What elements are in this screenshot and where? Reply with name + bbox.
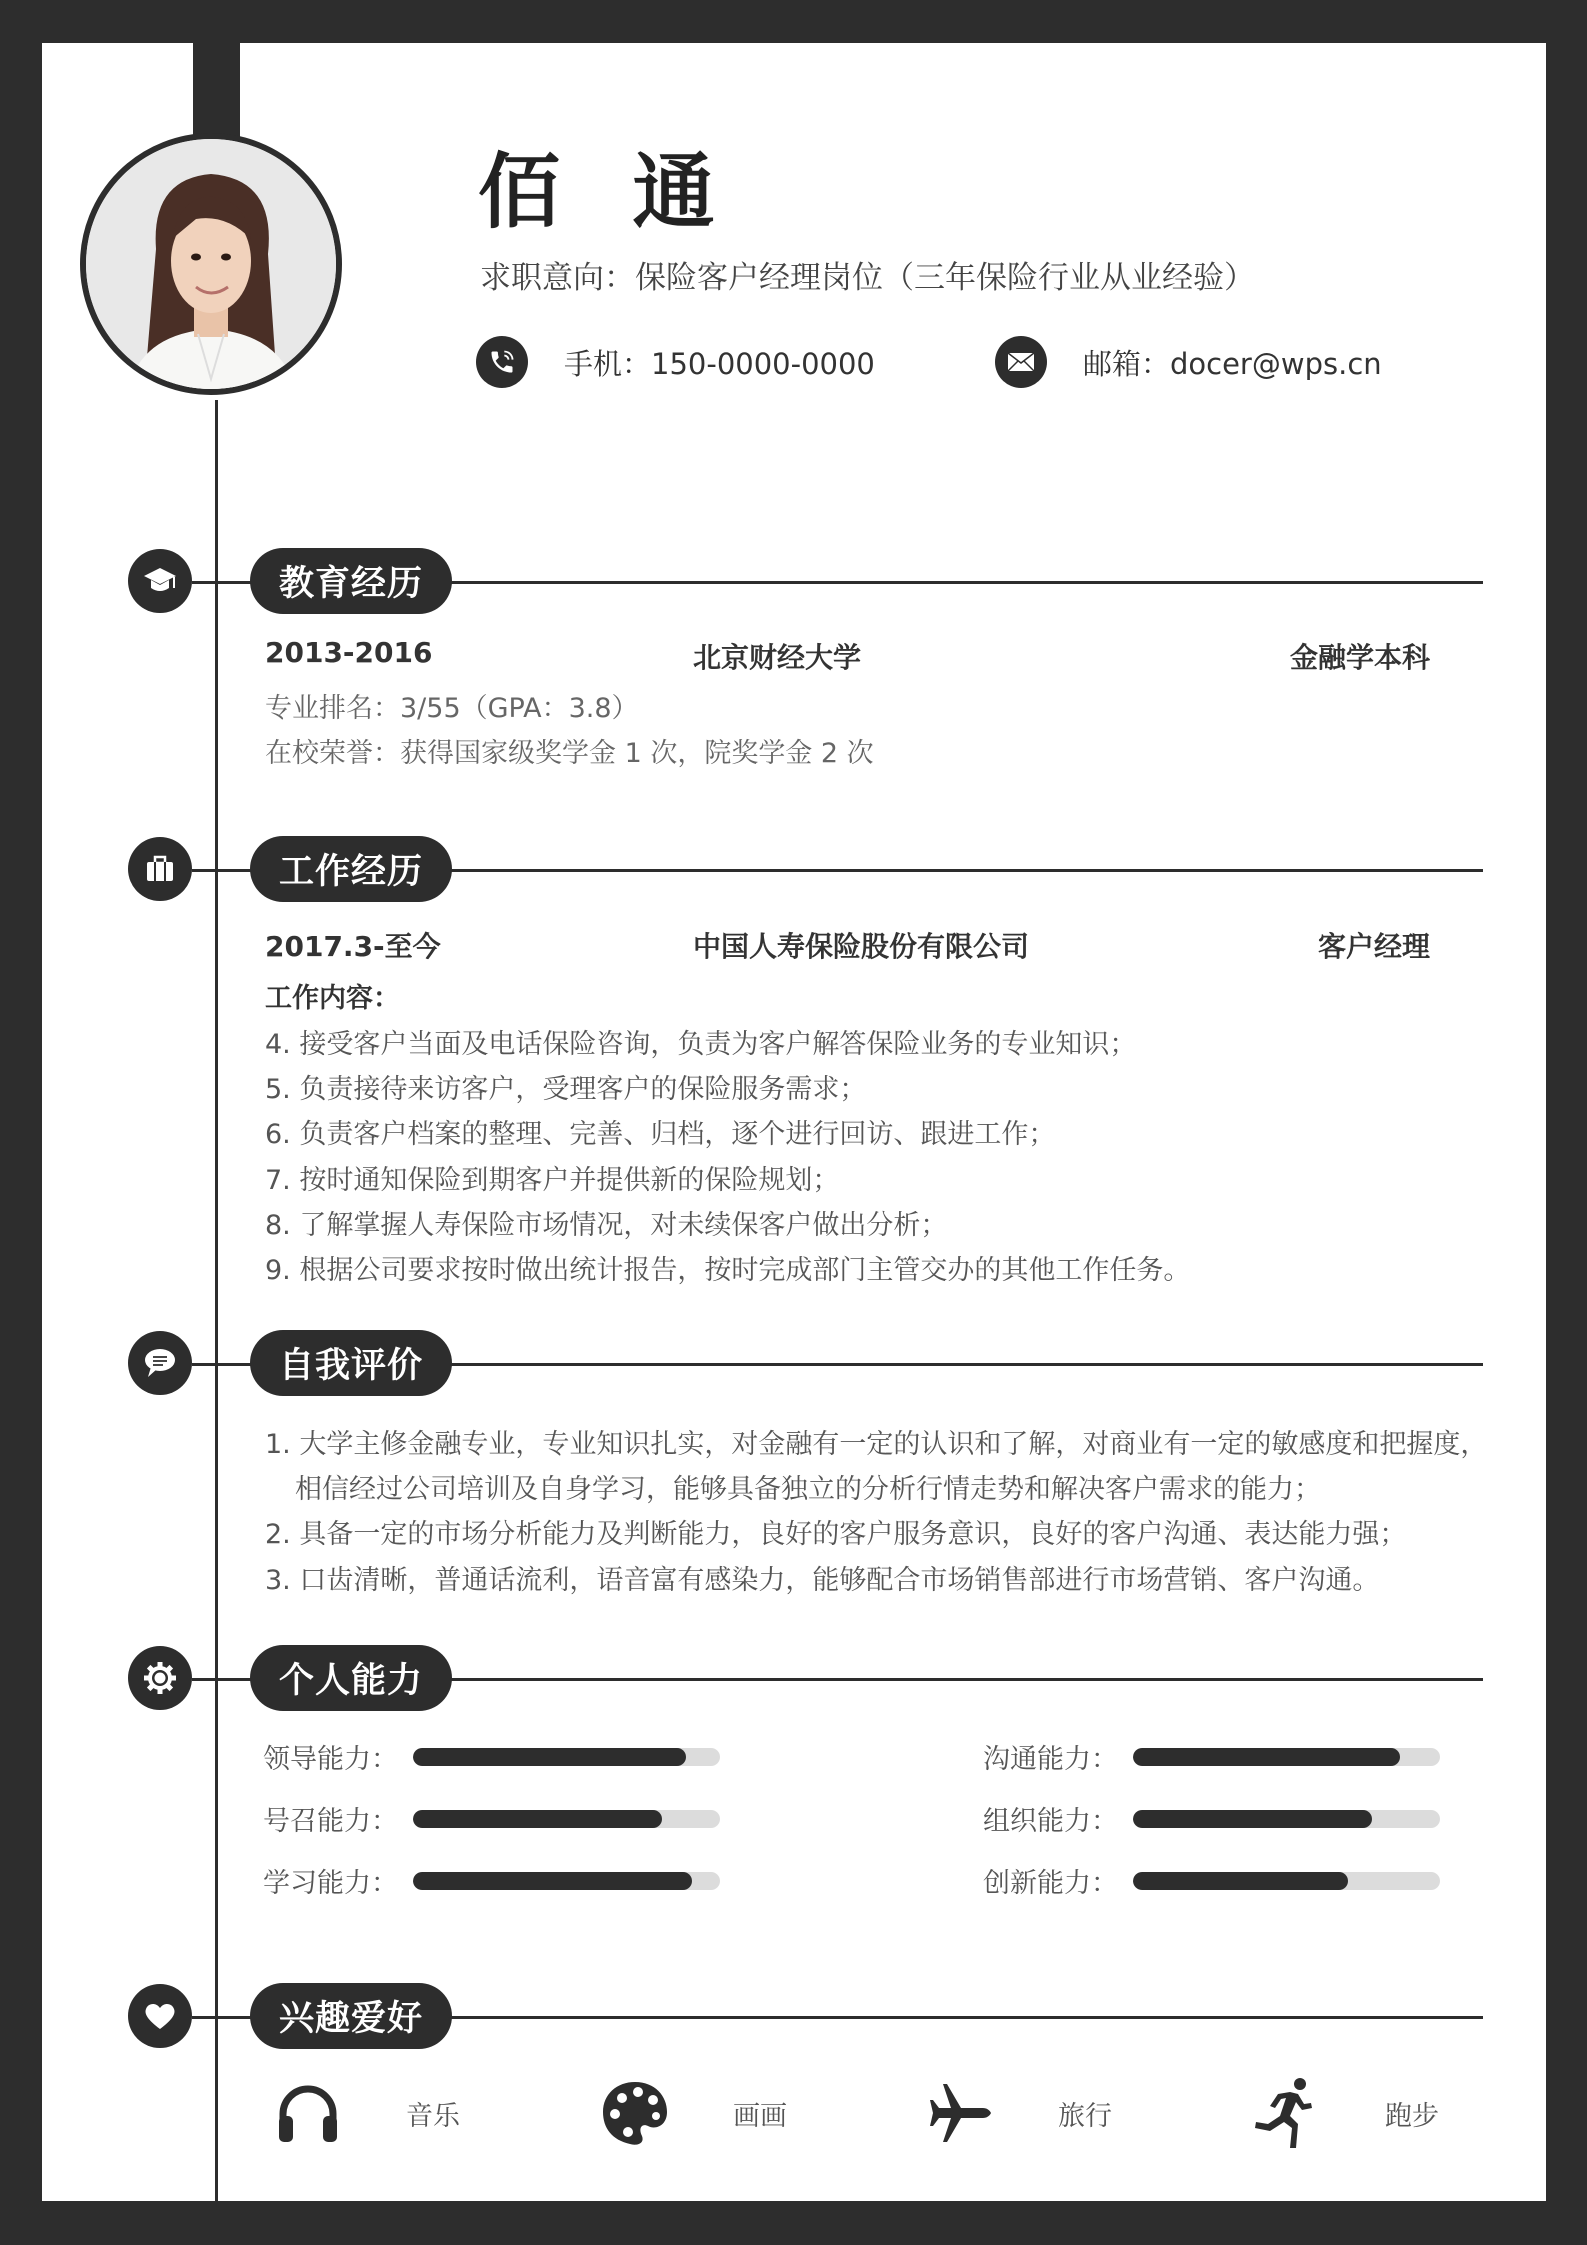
work-item: 8. 了解掌握人寿保险市场情况，对未续保客户做出分析；: [265, 1210, 948, 1241]
contact-email: [995, 336, 1382, 388]
contact-phone: [476, 336, 875, 388]
section-connector: [192, 1678, 252, 1681]
airplane-icon: [920, 2073, 1000, 2153]
skill-communication: [983, 1737, 1440, 1776]
skill-label: 组织能力：: [983, 1806, 1118, 1837]
education-school: 北京财经大学: [693, 641, 862, 674]
hobby-label: 画画: [733, 2100, 787, 2132]
skill-leadership: [263, 1737, 720, 1776]
hobby-travel: [920, 2073, 1112, 2153]
phone-icon: [476, 336, 528, 388]
skill-bar-fill: [413, 1872, 692, 1890]
speech-bubble-icon: [128, 1331, 192, 1395]
briefcase-icon: [128, 837, 192, 901]
skill-label: 领导能力：: [263, 1744, 398, 1775]
skill-bar: [1133, 1748, 1440, 1766]
work-item: 6. 负责客户档案的整理、完善、归档，逐个进行回访、跟进工作；: [265, 1119, 1056, 1150]
work-item: 5. 负责接待来访客户，受理客户的保险服务需求；: [265, 1074, 867, 1105]
skill-bar: [413, 1748, 720, 1766]
hobby-painting: [595, 2073, 787, 2153]
skill-bar-fill: [1133, 1810, 1372, 1828]
education-period: 2013-2016: [265, 636, 433, 669]
work-content-label: 工作内容：: [265, 983, 400, 1014]
graduation-cap-icon: [128, 549, 192, 613]
education-degree: 金融学本科: [1289, 641, 1430, 674]
section-connector: [192, 581, 252, 584]
section-divider: [450, 1678, 1483, 1681]
job-intent: 求职意向：保险客户经理岗位（三年保险行业从业经验）: [480, 260, 1255, 296]
skill-mobilization: [263, 1799, 720, 1838]
skill-label: 学习能力：: [263, 1868, 398, 1899]
section-divider: [450, 581, 1483, 584]
work-item: 7. 按时通知保险到期客户并提供新的保险规划；: [265, 1165, 840, 1196]
section-title-work: 工作经历: [250, 836, 452, 902]
hobby-label: 跑步: [1385, 2100, 1439, 2132]
section-title-hobbies: 兴趣爱好: [250, 1983, 452, 2049]
skill-organization: [983, 1799, 1440, 1838]
phone-number: 手机：150-0000-0000: [564, 346, 875, 381]
skill-learning: [263, 1861, 720, 1900]
hobby-running: [1247, 2073, 1439, 2153]
skill-label: 沟通能力：: [983, 1744, 1118, 1775]
self-eval-line: 1. 大学主修金融专业，专业知识扎实，对金融有一定的认识和了解，对商业有一定的敏感度和把握度，: [265, 1429, 1488, 1460]
work-role: 客户经理: [1317, 930, 1430, 963]
candidate-name: 佰 通: [478, 145, 737, 240]
gear-icon: [128, 1646, 192, 1710]
skill-label: 号召能力：: [263, 1806, 398, 1837]
email-address: 邮箱：docer@wps.cn: [1083, 346, 1382, 381]
headphones-icon: [268, 2073, 348, 2153]
work-item: 9. 根据公司要求按时做出统计报告，按时完成部门主管交办的其他工作任务。: [265, 1255, 1191, 1286]
education-detail: 专业排名：3/55（GPA：3.8）: [265, 693, 639, 724]
skill-bar-fill: [413, 1748, 686, 1766]
skill-bar-fill: [413, 1810, 662, 1828]
hobby-music: [268, 2073, 460, 2153]
skill-bar: [1133, 1872, 1440, 1890]
hobby-label: 音乐: [406, 2100, 460, 2132]
education-detail: 在校荣誉：获得国家级奖学金 1 次，院奖学金 2 次: [265, 738, 874, 769]
skill-label: 创新能力：: [983, 1868, 1118, 1899]
section-connector: [192, 869, 252, 872]
section-title-self-evaluation: 自我评价: [250, 1330, 452, 1396]
section-divider: [450, 2016, 1483, 2019]
self-eval-line: 相信经过公司培训及自身学习，能够具备独立的分析行情走势和解决客户需求的能力；: [295, 1474, 1321, 1505]
envelope-icon: [995, 336, 1047, 388]
palette-icon: [595, 2073, 675, 2153]
work-row: [265, 925, 1430, 965]
work-company: 中国人寿保险股份有限公司: [693, 930, 1030, 963]
education-row: [265, 636, 1430, 676]
skill-bar-fill: [1133, 1872, 1348, 1890]
portrait-photo: [86, 139, 336, 389]
section-divider: [450, 869, 1483, 872]
work-item: 4. 接受客户当面及电话保险咨询，负责为客户解答保险业务的专业知识；: [265, 1029, 1137, 1060]
self-eval-line: 2. 具备一定的市场分析能力及判断能力，良好的客户服务意识，良好的客户沟通、表达能力强；: [265, 1519, 1407, 1550]
skill-bar: [1133, 1810, 1440, 1828]
hobby-label: 旅行: [1058, 2100, 1112, 2132]
section-connector: [192, 2016, 252, 2019]
timeline-line: [215, 400, 218, 2201]
work-period: 2017.3-至今: [265, 930, 441, 963]
skill-bar-fill: [1133, 1748, 1400, 1766]
section-title-skills: 个人能力: [250, 1645, 452, 1711]
skill-innovation: [983, 1861, 1440, 1900]
section-connector: [192, 1363, 252, 1366]
avatar: [80, 133, 342, 395]
section-divider: [450, 1363, 1483, 1366]
skill-bar: [413, 1872, 720, 1890]
self-eval-line: 3. 口齿清晰，普通话流利，语音富有感染力，能够配合市场销售部进行市场营销、客户沟通。: [265, 1565, 1380, 1596]
skill-bar: [413, 1810, 720, 1828]
heart-icon: [128, 1984, 192, 2048]
section-title-education: 教育经历: [250, 548, 452, 614]
runner-icon: [1247, 2073, 1327, 2153]
